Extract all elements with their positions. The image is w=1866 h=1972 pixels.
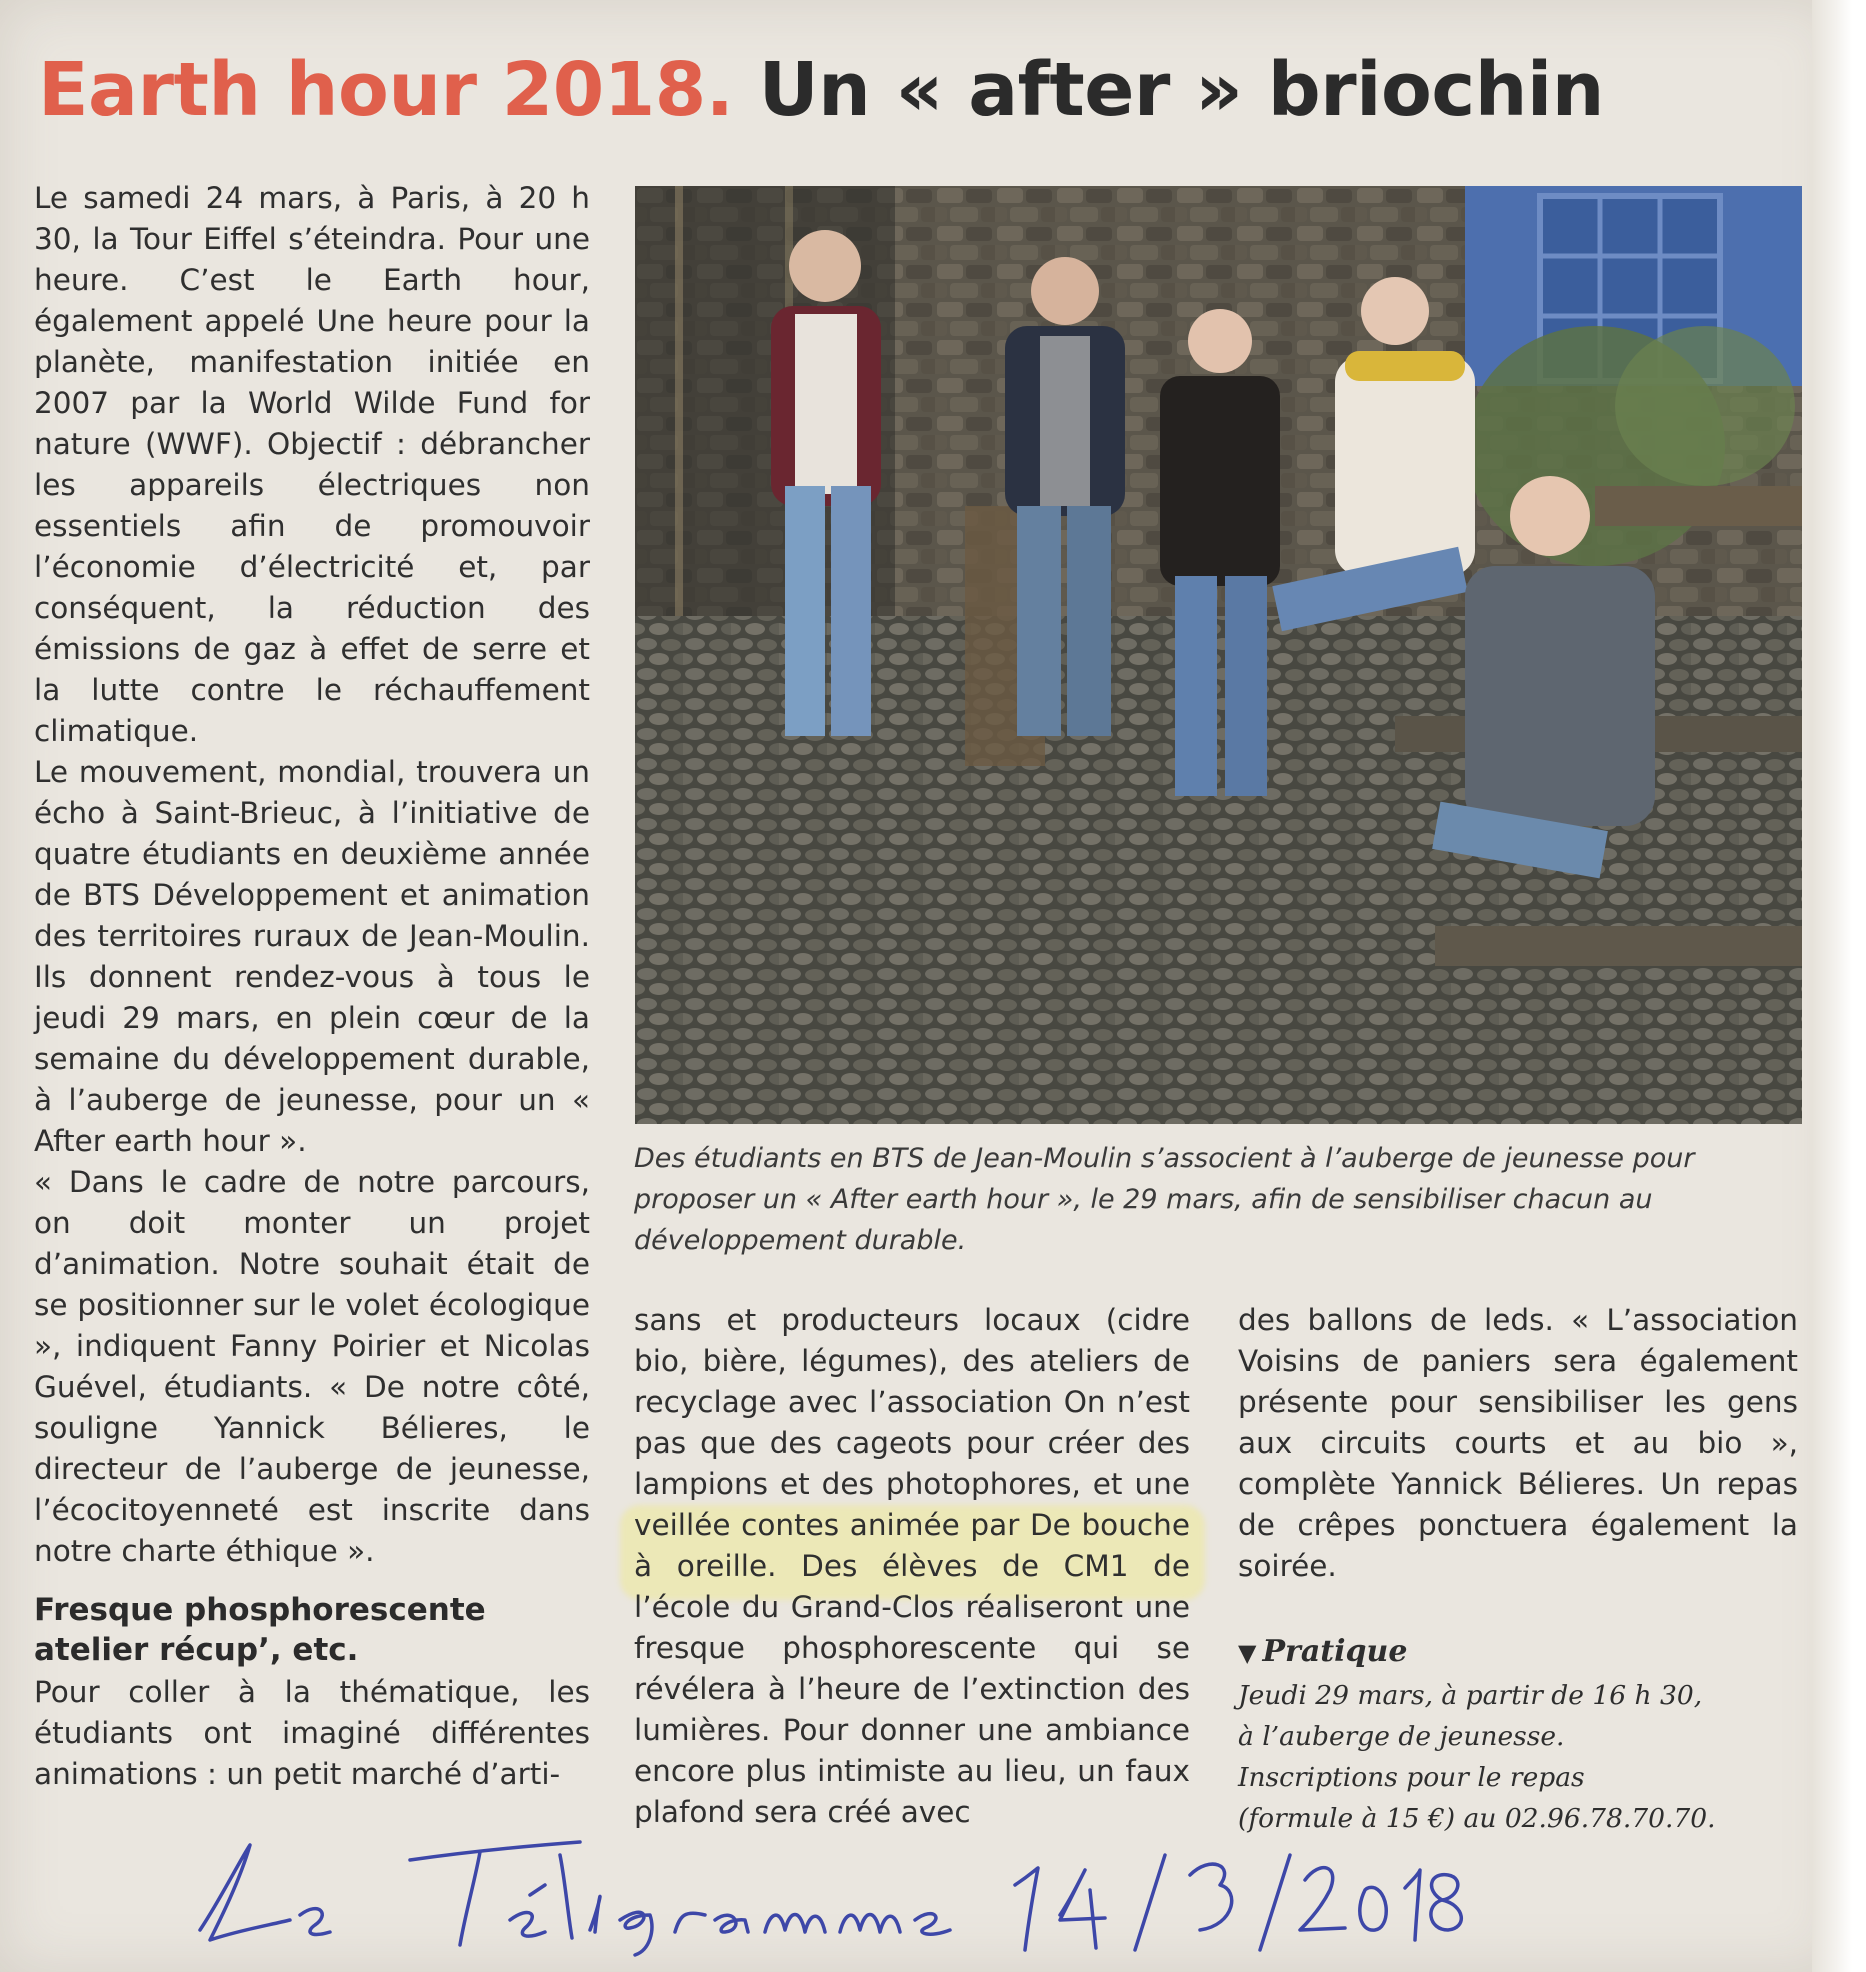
article-photo: [635, 186, 1802, 1124]
column1-paragraph: Pour coller à la thématique, les étudiants ont imaginé différentes animations : un petit marché d’arti-: [34, 1675, 590, 1791]
practical-info-title: [1238, 1630, 1798, 1675]
article-column-2: [634, 1300, 1190, 1833]
practical-info-line: Inscriptions pour le repas: [1238, 1762, 1585, 1793]
column1-paragraph: « Dans le cadre de notre parcours, on doit monter un projet d’animation. Notre souhait était de se positionner sur le volet écologique », indiquent Fanny Poirier et Nicolas Guével, étudiants. « De notre côté, souligne Yannick Bélieres, le directeur de l’auberge de jeunesse, l’écocitoyenneté est inscrite dans notre charte éthique ».: [34, 1165, 590, 1568]
practical-info-line: (formule à 15 €) au 02.96.78.70.70.: [1238, 1803, 1716, 1834]
practical-info-box: [1238, 1630, 1798, 1839]
article-column-1: [34, 178, 590, 1795]
article-subheading: Fresque phosphorescente atelier récup’, etc.: [34, 1592, 486, 1668]
photo-caption: Des étudiants en BTS de Jean-Moulin s’associent à l’auberge de jeunesse pour proposer un « After earth hour », le 29 mars, afin de sensibiliser chacun au développement durable.: [634, 1143, 1695, 1256]
column2-paragraph: sans et producteurs locaux (cidre bio, bière, légumes), des ateliers de recyclage avec l’association On n’est pas que des cageots pour créer des lampions et des photophores, et une veillée contes animée par De bouche à oreille. Des élèves de CM1 de l’école du Grand-Clos réaliseront une fresque phosphorescente qui se révélera à l’heure de l’extinction des lumières. Pour donner une ambiance encore plus intimiste au lieu, un faux plafond sera créé avec: [634, 1303, 1190, 1829]
paper-edge: [1812, 0, 1852, 1972]
triangle-down-icon: ▼: [1238, 1638, 1257, 1667]
practical-info-line: Jeudi 29 mars, à partir de 16 h 30,: [1238, 1680, 1703, 1711]
practical-info-title-text: Pratique: [1262, 1634, 1408, 1669]
column1-paragraph: Le samedi 24 mars, à Paris, à 20 h 30, la Tour Eiffel s’éteindra. Pour une heure. C’est le Earth hour, également appelé Une heure pour la planète, manifestation initiée en 2007 par la World Wilde Fund for nature (WWF). Objectif : débrancher les appareils électriques non essentiels afin de promouvoir l’économie d’électricité et, par conséquent, la réduction des émissions de gaz à effet de serre et la lutte contre le réchauffement climatique.: [34, 181, 590, 748]
handwritten-signature: [180, 1820, 1480, 1960]
article-column-3: [1238, 1300, 1798, 1587]
article-headline: [38, 40, 1604, 140]
column3-paragraph: des ballons de leds. « L’association Voisins de paniers sera également présente pour sensibiliser les gens aux circuits courts et au bio », complète Yannick Bélieres. Un repas de crêpes ponctuera également la soirée.: [1238, 1303, 1798, 1583]
headline-kicker: Earth hour 2018.: [38, 47, 734, 133]
column1-paragraph: Le mouvement, mondial, trouvera un écho à Saint-Brieuc, à l’initiative de quatre étudiants en deuxième année de BTS Développement et animation des territoires ruraux de Jean-Moulin. Ils donnent rendez-vous à tous le jeudi 29 mars, en plein cœur de la semaine du développement durable, à l’auberge de jeunesse, pour un « After earth hour ».: [34, 755, 590, 1158]
practical-info-line: à l’auberge de jeunesse.: [1238, 1721, 1565, 1752]
headline-title: Un « after » briochin: [758, 47, 1604, 133]
